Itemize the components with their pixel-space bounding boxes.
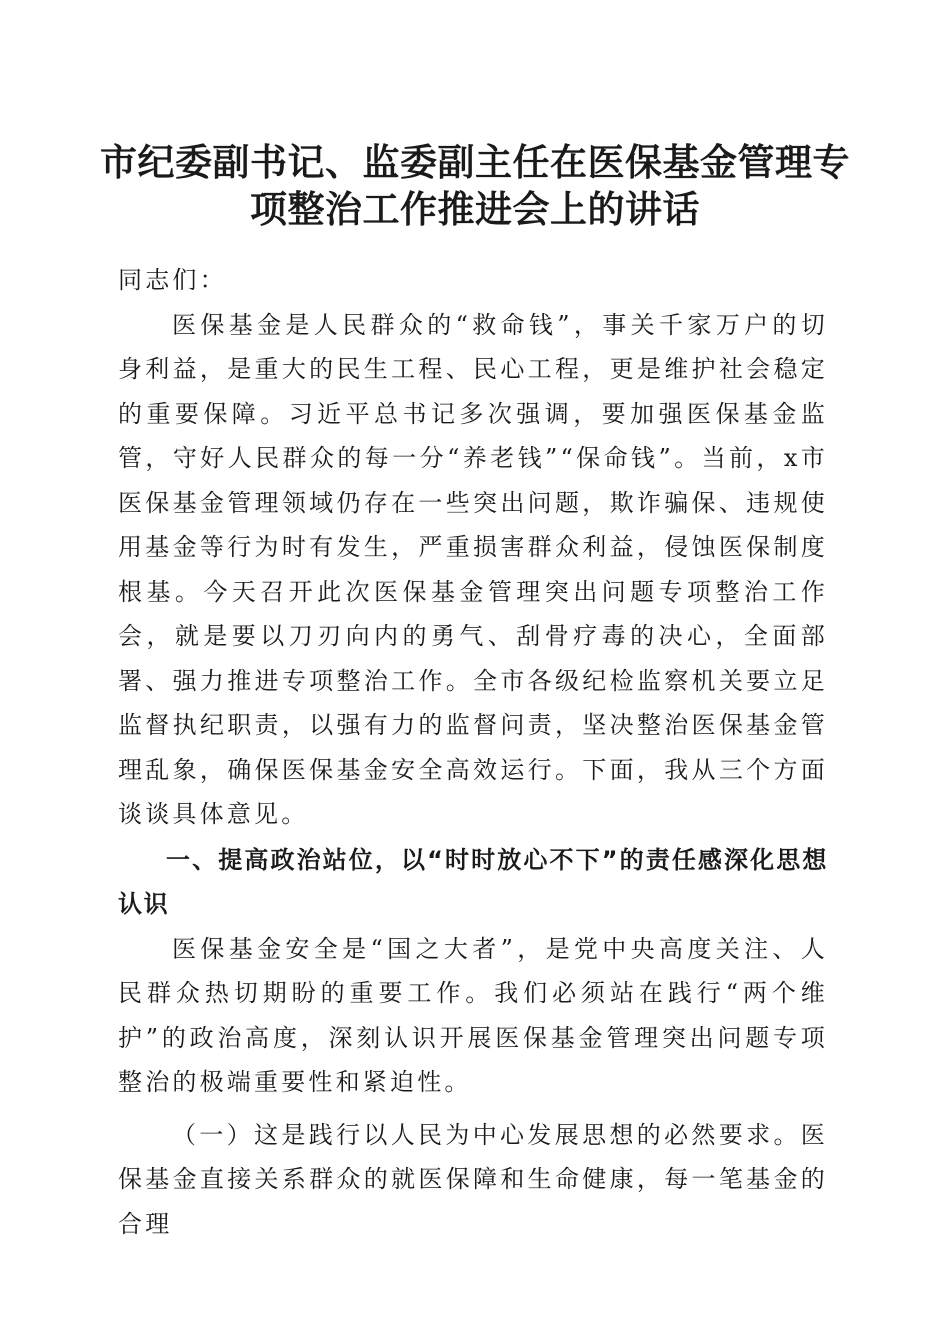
salutation: 同志们： — [118, 266, 227, 294]
paragraph-intro: 医保基金是人民群众的“救命钱”，事关千家万户的切身利益，是重大的民生工程、民心工程，更是维护社会稳定的重要保障。习近平总书记多次强调，要加强医保基金监管，守好人民群众的每一分“养老钱”“保命钱”。当前，x市医保基金管理领域仍存在一些突出问题，欺诈骗保、违规使用基金等行为时有发生，严重损害群众利益，侵蚀医保制度根基。今天召开此次医保基金管理突出问题专项整治工作会，就是要以刀刃向内的勇气、刮骨疗毒的决心，全面部署、强力推进专项整治工作。全市各级纪检监察机关要立足监督执纪职责，以强有力的监督问责，坚决整治医保基金管理乱象，确保医保基金安全高效运行。下面，我从三个方面谈谈具体意见。 — [118, 310, 828, 828]
document-title-line1: 市纪委副书记、监委副主任在医保基金管理专 — [100, 140, 850, 184]
document-body — [118, 258, 828, 1246]
paragraph-section-1: 医保基金安全是“国之大者”，是党中央高度关注、人民群众热切期盼的重要工作。我们必须站在践行“两个维护”的政治高度，深刻认识开展医保基金管理突出问题专项整治的极端重要性和紧迫性。 — [118, 934, 828, 1096]
subsection-1 — [118, 1113, 828, 1247]
subsection-1-text: 医保基金直接关系群众的就医保障和生命健康，每一笔基金的合理 — [118, 1120, 828, 1238]
section-heading-1: 一、提高政治站位，以“时时放心不下”的责任感深化思想认识 — [118, 845, 828, 918]
document-title-line2: 项整治工作推进会上的讲话 — [250, 187, 700, 231]
subsection-1-heading: （一）这是践行以人民为中心发展思想的必然要求。 — [172, 1120, 801, 1149]
